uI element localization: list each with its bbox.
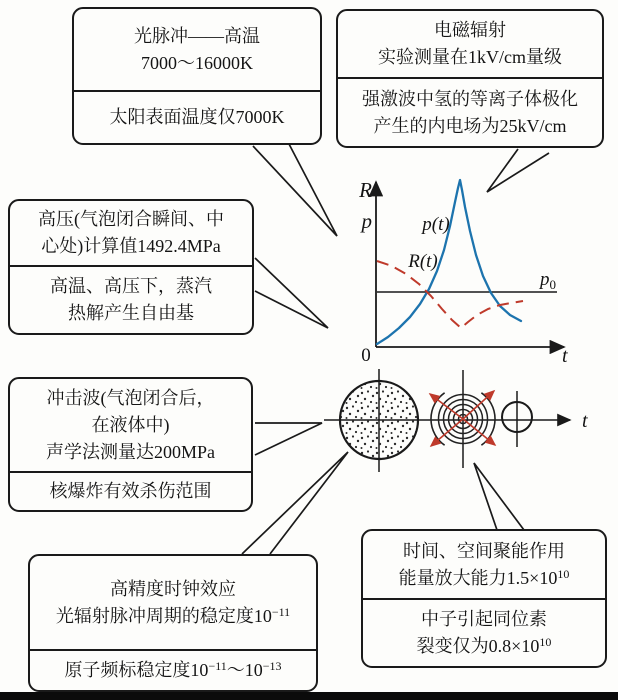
y-axis-label-R: R [359, 178, 372, 202]
text-line: 7000～16000K [141, 52, 253, 73]
box-em-radiation-comparison [338, 79, 602, 146]
text-line: 核爆炸有效杀伤范围 [49, 481, 212, 501]
bubble-evolution [324, 369, 588, 472]
text-segment: 原子频标稳定度10 [64, 660, 209, 680]
text-line: 实验测量在1kV/cm量级 [378, 47, 562, 67]
text-line: 强激波中氢的等离子体极化 [362, 88, 578, 109]
origin-label: 0 [361, 345, 371, 366]
bubble-rebound-circle [502, 402, 532, 432]
text-line: 中子引起同位素 [421, 609, 547, 629]
y-axis-label-p: p [361, 209, 372, 233]
text-line [417, 633, 552, 660]
bubble-expanded-circle [340, 381, 418, 459]
bubble-collapsing [430, 370, 495, 468]
pointer-shock-wave-to-bubble [255, 423, 322, 455]
exponent: 10 [557, 566, 570, 581]
shock-arrow-downleft [431, 419, 463, 446]
box-high-pressure-claim [10, 201, 252, 267]
r-curve-label: R(t) [408, 251, 438, 272]
p0-label-sub: 0 [549, 277, 556, 292]
shock-arc-left [431, 393, 445, 445]
p-curve-label: p(t) [422, 214, 450, 235]
box-em-radiation-claim [338, 11, 602, 79]
shock-ring [454, 410, 473, 429]
p-curve [377, 180, 521, 344]
bubble-expanded [340, 369, 418, 472]
p0-label-main: p [540, 269, 550, 290]
exponent: −11 [271, 604, 291, 619]
exponent: 10 [539, 635, 552, 649]
text-line: 热解产生自由基 [68, 303, 194, 323]
shock-ring [449, 405, 478, 434]
text-line: 太阳表面温度仅7000K [109, 107, 285, 127]
pointer-energy-focus-to-collapse [474, 463, 524, 530]
text-line: 在液体中) [91, 414, 170, 435]
box-energy-focus-claim [363, 531, 605, 600]
pointer-clock-to-bubble [242, 452, 348, 554]
text-line [399, 565, 570, 592]
bubble-axis-t-label: t [582, 410, 588, 432]
box-clock-effect [28, 554, 318, 692]
box-high-pressure-comparison [10, 267, 252, 333]
text-line: 产生的内电场为25kV/cm [373, 115, 567, 136]
pointer-high-pressure-to-graph [255, 258, 328, 328]
box-light-pulse [72, 7, 322, 145]
exponent: −13 [262, 659, 282, 673]
shock-ring [444, 400, 483, 439]
pointer-light-pulse-to-graph [253, 144, 337, 236]
pointer-em-radiation-to-peak [487, 149, 549, 192]
text-line: 电磁辐射 [434, 20, 506, 40]
box-clock-effect-comparison [30, 651, 316, 690]
text-segment: 能量放大能力1.5×10 [398, 567, 558, 588]
shock-arrow-downright [463, 419, 495, 445]
shock-arrow-upright [463, 391, 494, 419]
bottom-black-bar [0, 692, 618, 700]
box-shock-wave [8, 377, 253, 512]
box-energy-focus [361, 529, 607, 668]
text-line: 心处)计算值1492.4MPa [41, 236, 221, 256]
graph-t-label: t [562, 345, 568, 367]
box-energy-focus-comparison [363, 600, 605, 666]
exponent: −11 [208, 659, 227, 673]
text-line: 冲击波(气泡闭合后， [46, 387, 215, 408]
text-segment: 裂变仅为0.8×10 [416, 636, 540, 656]
rp-time-graph [358, 178, 568, 367]
text-line: 声学法测量达200MPa [45, 441, 215, 462]
text-line: 高温、高压下，蒸汽 [50, 276, 212, 296]
r-curve [377, 261, 523, 328]
shock-arc-right [481, 393, 495, 445]
shock-arrow-upleft [430, 394, 463, 419]
text-line: 时间、空间聚能作用 [403, 540, 565, 561]
text-line: 高精度时钟效应 [110, 578, 236, 599]
text-line: 高压(气泡闭合瞬间、中 [38, 209, 224, 229]
shock-ring [459, 415, 468, 424]
box-em-radiation [336, 9, 604, 148]
box-clock-effect-claim [30, 556, 316, 651]
text-segment: ～10 [226, 660, 263, 680]
text-line [64, 657, 281, 684]
box-light-pulse-claim [74, 9, 320, 92]
text-line: 光脉冲——高温 [134, 25, 260, 46]
shock-ring [439, 395, 488, 444]
box-light-pulse-comparison [74, 92, 320, 143]
bubble-rebound [502, 391, 532, 447]
box-shock-wave-claim [10, 379, 251, 473]
box-shock-wave-comparison [10, 473, 251, 510]
text-segment: 光辐射脉冲周期的稳定度10 [55, 605, 272, 626]
box-high-pressure [8, 199, 254, 335]
text-line [56, 603, 290, 630]
p0-label [538, 269, 556, 292]
